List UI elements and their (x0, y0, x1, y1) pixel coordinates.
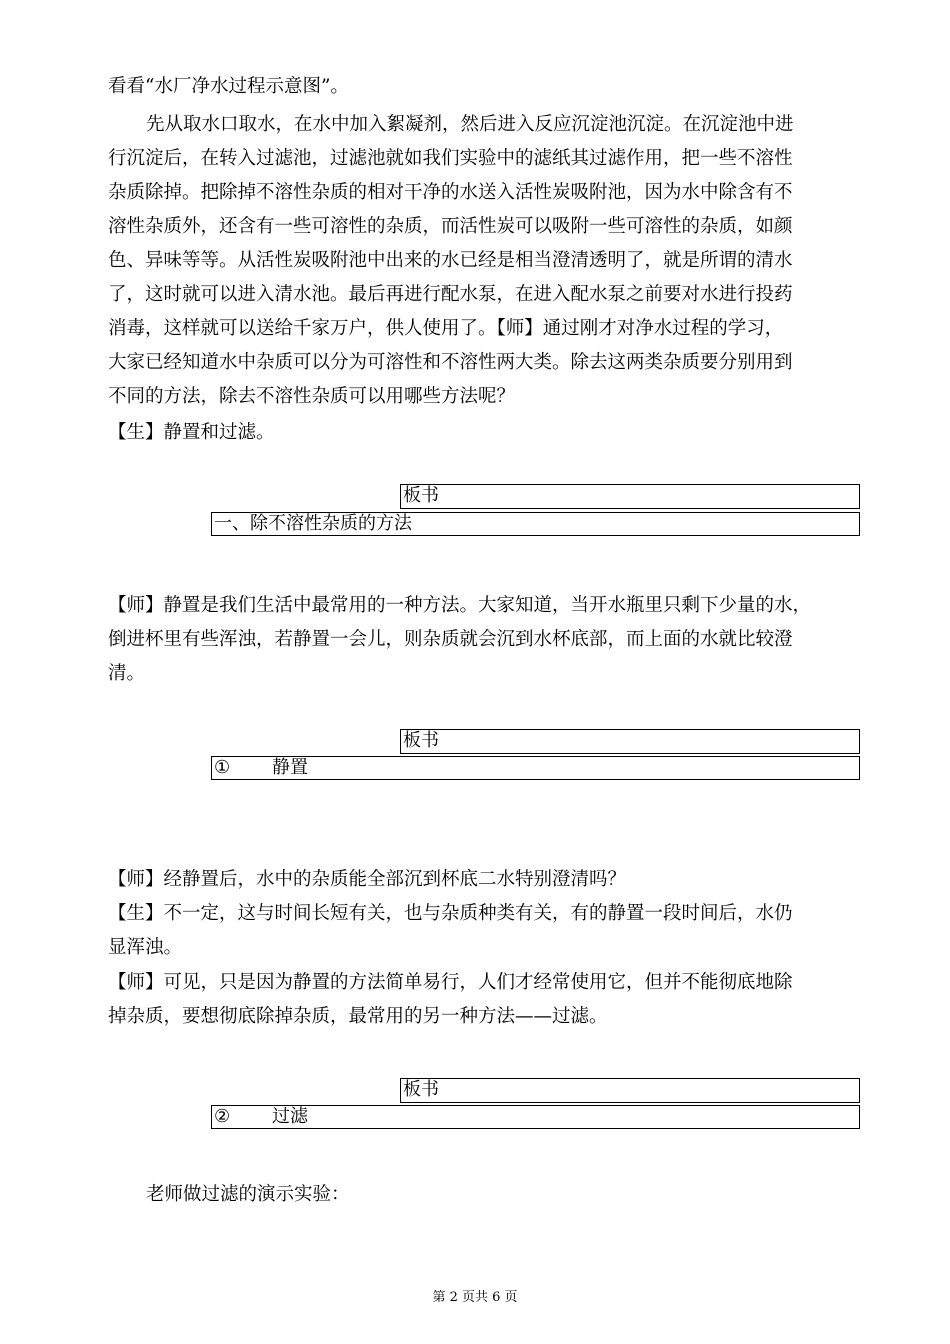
text-line: 先从取水口取水，在水中加入絮凝剂，然后进入反应沉淀池沉淀。在沉淀池中进 (146, 114, 794, 135)
text-line: 清。 (108, 663, 146, 684)
board-content-box (211, 1105, 860, 1129)
board-title: 板书 (403, 1079, 439, 1100)
text-line: 行沉淀后，在转入过滤池，过滤池就如我们实验中的滤纸其过滤作用，把一些不溶性 (108, 148, 793, 169)
board-content: 过滤 (272, 1106, 308, 1127)
text-line: 消毒，这样就可以送给千家万户，供人使用了。【师】通过刚才对净水过程的学习， (108, 318, 784, 339)
text-line: 掉杂质，要想彻底除掉杂质，最常用的另一种方法——过滤。 (108, 1006, 608, 1027)
text-line: 倒进杯里有些浑浊，若静置一会儿，则杂质就会沉到水杯底部，而上面的水就比较澄 (108, 629, 793, 650)
page-footer: 第 2 页共 6 页 (432, 1290, 518, 1305)
text-line: 色、异味等等。从活性炭吸附池中出来的水已经是相当澄清透明了，就是所谓的清水 (108, 250, 793, 271)
board-content-box (211, 756, 860, 780)
board-content-box (211, 512, 860, 536)
board-title: 板书 (403, 485, 439, 506)
board-title-box (400, 484, 860, 509)
board-content: 一、除不溶性杂质的方法 (214, 513, 412, 534)
text-line: 溶性杂质外，还含有一些可溶性的杂质，而活性炭可以吸附一些可溶性的杂质，如颜 (108, 216, 793, 237)
text-line: 了，这时就可以进入清水池。最后再进行配水泵，在进入配水泵之前要对水进行投药 (108, 284, 793, 305)
text-line: 【师】静置是我们生活中最常用的一种方法。大家知道，当开水瓶里只剩下少量的水， (108, 595, 812, 616)
text-line: 【生】不一定，这与时间长短有关，也与杂质种类有关，有的静置一段时间后，水仍 (108, 903, 793, 924)
board-title-box (400, 1078, 860, 1103)
text-line: 【师】经静置后，水中的杂质能全部沉到杯底二水特别澄清吗？ (108, 869, 627, 890)
text-line: 【生】静置和过滤。 (108, 422, 275, 443)
board-title-box (400, 729, 860, 754)
text-line: 老师做过滤的演示实验： (146, 1184, 350, 1205)
board-item-number: ① (214, 757, 231, 778)
text-line: 杂质除掉。把除掉不溶性杂质的相对干净的水送入活性炭吸附池，因为水中除含有不 (108, 182, 793, 203)
text-line: 【师】可见，只是因为静置的方法简单易行，人们才经常使用它，但并不能彻底地除 (108, 972, 793, 993)
text-line: 显浑浊。 (108, 937, 183, 958)
text-line: 大家已经知道水中杂质可以分为可溶性和不溶性两大类。除去这两类杂质要分别用到 (108, 352, 793, 373)
board-content: 静置 (272, 757, 308, 778)
board-title: 板书 (403, 730, 439, 751)
text-line: 看看“水厂净水过程示意图”。 (108, 76, 349, 97)
board-item-number: ② (214, 1106, 231, 1127)
text-line: 不同的方法，除去不溶性杂质可以用哪些方法呢？ (108, 386, 516, 407)
